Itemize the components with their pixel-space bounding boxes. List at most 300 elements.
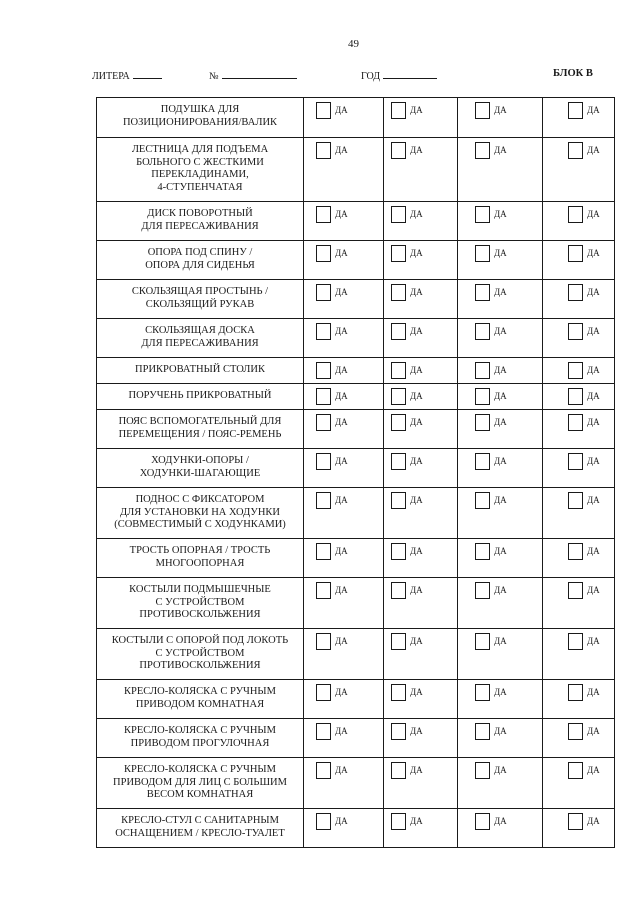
option-cell-3 [458,319,543,357]
checkbox[interactable] [316,323,331,340]
checkbox[interactable] [568,245,583,262]
checkbox[interactable] [316,492,331,509]
option-cell-2 [384,629,458,679]
option-cell-1 [304,680,384,718]
item-name-line: КРЕСЛО-КОЛЯСКА С РУЧНЫМ [124,764,276,775]
yes-label: ДА [335,816,348,826]
yes-option[interactable] [475,543,507,560]
yes-label: ДА [587,248,600,258]
checkbox[interactable] [391,362,406,379]
yes-option[interactable] [316,723,348,740]
option-cell-4 [543,578,614,628]
checkbox[interactable] [391,543,406,560]
item-name-line: ПОРУЧЕНЬ ПРИКРОВАТНЫЙ [128,390,272,401]
checkbox[interactable] [475,142,490,159]
yes-label: ДА [335,417,348,427]
table-row [97,757,614,808]
item-name-line: МНОГООПОРНАЯ [155,557,245,569]
yes-option[interactable] [568,762,600,779]
yes-option[interactable] [391,582,423,599]
option-cell-2 [384,384,458,409]
yes-label: ДА [335,546,348,556]
checkbox[interactable] [475,762,490,779]
checkbox[interactable] [316,543,331,560]
yes-option[interactable] [316,102,348,119]
block-label: БЛОК В [553,68,593,79]
yes-option[interactable] [391,762,423,779]
yes-label: ДА [335,145,348,155]
table-row [97,240,614,279]
yes-option[interactable] [391,414,423,431]
yes-label: ДА [410,248,423,258]
checkbox[interactable] [475,684,490,701]
option-cell-4 [543,138,614,201]
checkbox[interactable] [391,388,406,405]
checkbox[interactable] [568,492,583,509]
year-blank[interactable] [383,67,437,79]
yes-option[interactable] [316,492,348,509]
yes-option[interactable] [475,362,507,379]
yes-label: ДА [335,726,348,736]
checkbox[interactable] [391,813,406,830]
yes-label: ДА [587,687,600,697]
yes-option[interactable] [316,813,348,830]
yes-label: ДА [587,326,600,336]
option-cell-2 [384,410,458,448]
yes-option[interactable] [475,245,507,262]
yes-label: ДА [410,546,423,556]
yes-option[interactable] [568,723,600,740]
item-name-cell [97,241,304,279]
item-name-line: ПОДУШКА ДЛЯ [160,104,240,115]
checkbox[interactable] [568,362,583,379]
yes-label: ДА [494,326,507,336]
yes-label: ДА [494,365,507,375]
item-name-cell [97,680,304,718]
equipment-table [96,97,615,848]
checkbox[interactable] [568,684,583,701]
year-field [361,67,437,84]
checkbox[interactable] [316,362,331,379]
option-cell-3 [458,539,543,577]
checkbox[interactable] [475,543,490,560]
option-cell-1 [304,449,384,487]
checkbox[interactable] [568,453,583,470]
table-row [97,357,614,383]
item-name-line: КРЕСЛО-СТУЛ С САНИТАРНЫМ [121,815,279,826]
yes-option[interactable] [568,414,600,431]
checkbox[interactable] [475,582,490,599]
option-cell-4 [543,384,614,409]
table-row [97,808,614,847]
option-cell-2 [384,138,458,201]
yes-option[interactable] [316,284,348,301]
yes-option[interactable] [391,684,423,701]
yes-label: ДА [335,765,348,775]
yes-label: ДА [410,636,423,646]
option-cell-4 [543,719,614,757]
yes-option[interactable] [568,388,600,405]
checkbox[interactable] [391,723,406,740]
item-name-line: ПОЯС ВСПОМОГАТЕЛЬНЫЙ ДЛЯ [118,416,282,427]
yes-option[interactable] [475,323,507,340]
yes-option[interactable] [475,684,507,701]
yes-option[interactable] [391,453,423,470]
option-cell-1 [304,384,384,409]
yes-option[interactable] [568,206,600,223]
option-cell-4 [543,280,614,318]
yes-label: ДА [494,248,507,258]
checkbox[interactable] [316,284,331,301]
yes-option[interactable] [316,206,348,223]
checkbox[interactable] [475,362,490,379]
checkbox[interactable] [568,543,583,560]
checkbox[interactable] [316,762,331,779]
table-row [97,718,614,757]
yes-label: ДА [494,417,507,427]
option-cell-3 [458,241,543,279]
yes-option[interactable] [391,633,423,650]
yes-option[interactable] [475,388,507,405]
checkbox[interactable] [475,813,490,830]
checkbox[interactable] [568,388,583,405]
checkbox[interactable] [475,633,490,650]
yes-option[interactable] [568,284,600,301]
option-cell-3 [458,449,543,487]
yes-option[interactable] [316,633,348,650]
yes-label: ДА [335,636,348,646]
yes-option[interactable] [475,582,507,599]
yes-label: ДА [410,726,423,736]
yes-label: ДА [335,365,348,375]
item-name-line: ПРИВОДОМ ДЛЯ ЛИЦ С БОЛЬШИМ [113,776,287,788]
yes-option[interactable] [316,414,348,431]
yes-option[interactable] [316,762,348,779]
item-name-line: ДИСК ПОВОРОТНЫЙ [147,208,253,219]
yes-label: ДА [410,765,423,775]
item-name-line: ПРОТИВОСКОЛЬЖЕНИЯ [139,660,261,671]
yes-label: ДА [410,495,423,505]
number-field [209,67,297,84]
yes-label: ДА [410,687,423,697]
checkbox[interactable] [568,582,583,599]
yes-label: ДА [335,287,348,297]
table-row [97,538,614,577]
yes-option[interactable] [475,633,507,650]
option-cell-1 [304,488,384,538]
yes-option[interactable] [568,633,600,650]
checkbox[interactable] [391,142,406,159]
checkbox[interactable] [316,633,331,650]
item-name-cell [97,138,304,201]
option-cell-2 [384,809,458,847]
yes-label: ДА [410,365,423,375]
item-name-line: ХОДУНКИ-ОПОРЫ / [151,455,249,466]
yes-label: ДА [494,636,507,646]
checkbox[interactable] [475,453,490,470]
checkbox[interactable] [391,582,406,599]
yes-option[interactable] [475,492,507,509]
checkbox[interactable] [316,453,331,470]
item-name-line: ПРИКРОВАТНЫЙ СТОЛИК [135,364,265,375]
checkbox[interactable] [475,206,490,223]
item-name-cell [97,98,304,137]
checkbox[interactable] [391,414,406,431]
item-name-line: КОСТЫЛИ ПОДМЫШЕЧНЫЕ [129,584,271,595]
option-cell-1 [304,280,384,318]
yes-label: ДА [587,636,600,646]
yes-label: ДА [494,209,507,219]
table-row [97,487,614,538]
option-cell-3 [458,488,543,538]
item-name-cell [97,758,304,808]
checkbox[interactable] [391,245,406,262]
option-cell-3 [458,98,543,137]
item-name-line: ОПОРА ПОД СПИНУ / [147,247,253,258]
table-row [97,383,614,409]
checkbox[interactable] [316,245,331,262]
checkbox[interactable] [391,762,406,779]
table-row [97,279,614,318]
item-name-line: ПЕРЕКЛАДИНАМИ, [151,169,249,180]
yes-label: ДА [494,105,507,115]
checkbox[interactable] [316,142,331,159]
yes-label: ДА [587,105,600,115]
yes-label: ДА [410,456,423,466]
option-cell-1 [304,719,384,757]
yes-option[interactable] [568,102,600,119]
option-cell-1 [304,202,384,240]
yes-option[interactable] [316,543,348,560]
yes-label: ДА [587,145,600,155]
item-name-line: ДЛЯ ПЕРЕСАЖИВАНИЯ [141,337,259,349]
yes-option[interactable] [391,102,423,119]
yes-option[interactable] [391,323,423,340]
litera-blank[interactable] [133,67,162,79]
yes-option[interactable] [316,245,348,262]
yes-label: ДА [410,326,423,336]
yes-option[interactable] [391,206,423,223]
checkbox[interactable] [391,284,406,301]
checkbox[interactable] [568,723,583,740]
checkbox[interactable] [568,323,583,340]
checkbox[interactable] [316,414,331,431]
option-cell-3 [458,578,543,628]
checkbox[interactable] [475,323,490,340]
checkbox[interactable] [568,633,583,650]
checkbox[interactable] [316,102,331,119]
yes-option[interactable] [316,684,348,701]
option-cell-2 [384,319,458,357]
checkbox[interactable] [391,323,406,340]
yes-option[interactable] [568,142,600,159]
item-name-line: ЛЕСТНИЦА ДЛЯ ПОДЪЕМА [131,144,269,155]
yes-label: ДА [410,145,423,155]
yes-label: ДА [335,326,348,336]
checkbox[interactable] [475,492,490,509]
checkbox[interactable] [475,284,490,301]
item-name-cell [97,358,304,383]
checkbox[interactable] [568,142,583,159]
number-label: № [209,71,219,82]
yes-option[interactable] [391,142,423,159]
option-cell-4 [543,449,614,487]
checkbox[interactable] [316,723,331,740]
checkbox[interactable] [568,762,583,779]
yes-option[interactable] [568,813,600,830]
yes-label: ДА [587,765,600,775]
option-cell-2 [384,202,458,240]
option-cell-3 [458,809,543,847]
number-blank[interactable] [222,67,297,79]
yes-label: ДА [494,765,507,775]
yes-option[interactable] [316,142,348,159]
yes-label: ДА [494,391,507,401]
yes-option[interactable] [391,388,423,405]
yes-label: ДА [587,391,600,401]
yes-option[interactable] [475,206,507,223]
option-cell-4 [543,241,614,279]
checkbox[interactable] [568,102,583,119]
option-cell-1 [304,241,384,279]
option-cell-1 [304,98,384,137]
yes-option[interactable] [475,453,507,470]
litera-field [92,67,162,84]
yes-label: ДА [410,391,423,401]
option-cell-1 [304,809,384,847]
yes-label: ДА [410,816,423,826]
option-cell-2 [384,98,458,137]
option-cell-1 [304,319,384,357]
option-cell-3 [458,202,543,240]
checkbox[interactable] [316,684,331,701]
yes-label: ДА [494,687,507,697]
yes-option[interactable] [316,362,348,379]
yes-option[interactable] [391,284,423,301]
yes-label: ДА [494,585,507,595]
yes-option[interactable] [316,323,348,340]
checkbox[interactable] [475,414,490,431]
option-cell-4 [543,410,614,448]
checkbox[interactable] [568,414,583,431]
yes-label: ДА [494,816,507,826]
item-name-line: С УСТРОЙСТВОМ [155,647,245,659]
item-name-line: 4-СТУПЕНЧАТАЯ [157,181,243,193]
table-row [97,98,614,137]
option-cell-4 [543,202,614,240]
yes-option[interactable] [568,492,600,509]
option-cell-4 [543,539,614,577]
yes-option[interactable] [391,362,423,379]
item-name-line: ПОЗИЦИОНИРОВАНИЯ/ВАЛИК [122,116,278,128]
yes-option[interactable] [475,813,507,830]
yes-label: ДА [335,248,348,258]
yes-option[interactable] [316,453,348,470]
checkbox[interactable] [391,492,406,509]
yes-option[interactable] [391,245,423,262]
option-cell-3 [458,680,543,718]
item-name-line: ПРИВОДОМ КОМНАТНАЯ [135,698,265,710]
yes-option[interactable] [475,762,507,779]
yes-option[interactable] [475,102,507,119]
yes-option[interactable] [475,142,507,159]
yes-option[interactable] [568,323,600,340]
yes-option[interactable] [568,362,600,379]
item-name-line: ХОДУНКИ-ШАГАЮЩИЕ [139,467,261,479]
checkbox[interactable] [475,723,490,740]
item-name-cell [97,384,304,409]
checkbox[interactable] [475,245,490,262]
yes-label: ДА [335,105,348,115]
checkbox[interactable] [391,453,406,470]
item-name-cell [97,410,304,448]
table-row [97,679,614,718]
option-cell-2 [384,488,458,538]
yes-option[interactable] [475,284,507,301]
option-cell-1 [304,539,384,577]
yes-option[interactable] [316,388,348,405]
item-name-line: ПОДНОС С ФИКСАТОРОМ [135,494,265,505]
yes-option[interactable] [568,543,600,560]
checkbox[interactable] [475,102,490,119]
table-row [97,448,614,487]
yes-option[interactable] [391,723,423,740]
checkbox[interactable] [391,102,406,119]
yes-option[interactable] [391,492,423,509]
checkbox[interactable] [568,284,583,301]
yes-label: ДА [335,391,348,401]
checkbox[interactable] [316,813,331,830]
checkbox[interactable] [316,582,331,599]
option-cell-2 [384,241,458,279]
yes-label: ДА [410,287,423,297]
checkbox[interactable] [316,206,331,223]
yes-option[interactable] [475,414,507,431]
option-cell-1 [304,629,384,679]
yes-option[interactable] [475,723,507,740]
yes-label: ДА [494,145,507,155]
checkbox[interactable] [316,388,331,405]
yes-label: ДА [587,209,600,219]
checkbox[interactable] [568,813,583,830]
option-cell-2 [384,358,458,383]
checkbox[interactable] [391,684,406,701]
item-name-line: КРЕСЛО-КОЛЯСКА С РУЧНЫМ [124,725,276,736]
checkbox[interactable] [568,206,583,223]
option-cell-3 [458,280,543,318]
checkbox[interactable] [391,633,406,650]
item-name-cell [97,629,304,679]
yes-label: ДА [335,585,348,595]
checkbox[interactable] [391,206,406,223]
yes-option[interactable] [568,684,600,701]
litera-label: ЛИТЕРА [92,71,130,82]
yes-option[interactable] [568,582,600,599]
yes-option[interactable] [391,813,423,830]
item-name-cell [97,719,304,757]
option-cell-2 [384,539,458,577]
option-cell-3 [458,358,543,383]
table-row [97,577,614,628]
yes-label: ДА [587,417,600,427]
yes-label: ДА [587,585,600,595]
yes-option[interactable] [391,543,423,560]
yes-option[interactable] [316,582,348,599]
option-cell-4 [543,358,614,383]
yes-option[interactable] [568,453,600,470]
yes-option[interactable] [568,245,600,262]
checkbox[interactable] [475,388,490,405]
